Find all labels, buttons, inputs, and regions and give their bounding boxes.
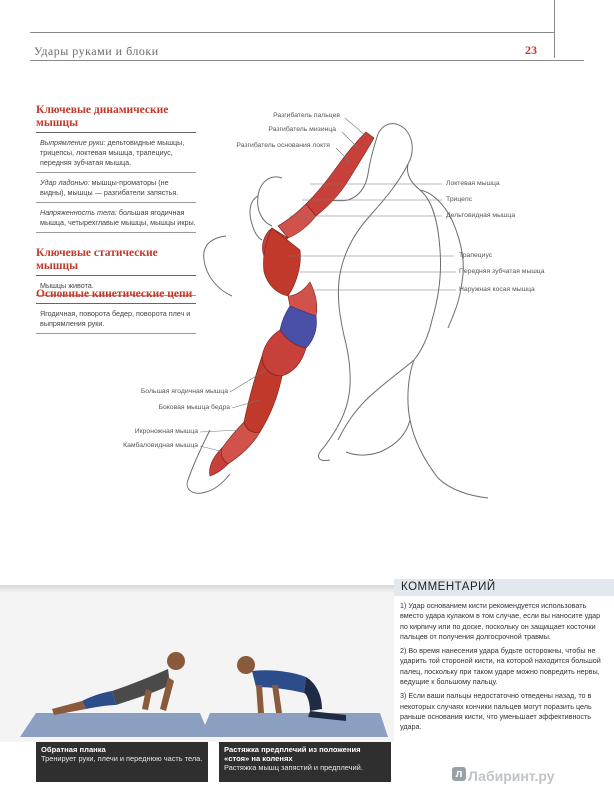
watermark-text: Лабиринт.ру bbox=[468, 768, 555, 784]
muscle-layer bbox=[210, 132, 375, 476]
kinetic-chains-title: Основные кинетические цепи bbox=[36, 288, 196, 304]
comment-box bbox=[394, 579, 614, 800]
photo-caption-forearm-stretch bbox=[219, 742, 391, 782]
comment-paragraph-3: 3) Если ваши пальцы недостаточно отведены назад, то в некоторых случаях кончики пальцев могут поразить цель раньше основания кисти, что уменьшает эффективность удара. bbox=[400, 691, 592, 732]
reverse-plank-person bbox=[52, 652, 185, 715]
static-muscles-title: Ключевые статические мышцы bbox=[36, 247, 196, 276]
item-text: мышцы-проматоры (не видны), мышцы — разгибатели запястья. bbox=[40, 178, 179, 197]
comment-title: КОММЕНТАРИЙ bbox=[401, 581, 496, 593]
header-rule-top bbox=[30, 32, 554, 33]
trapezius-muscle bbox=[263, 228, 300, 296]
label-soleus: Камбаловидная мышца bbox=[123, 442, 198, 449]
header-divider bbox=[554, 0, 555, 58]
comment-header bbox=[394, 579, 614, 596]
static-item: Мышцы живота. bbox=[36, 276, 196, 296]
item-lead: Выпрямление руки: bbox=[40, 138, 106, 147]
label-gluteus-maximus: Большая ягодичная мышца bbox=[140, 388, 228, 395]
comment-body bbox=[400, 601, 608, 737]
label-external-oblique: Наружная косая мышца bbox=[459, 286, 535, 293]
triceps-muscle bbox=[278, 204, 316, 238]
mat-left bbox=[20, 713, 210, 737]
label-triceps: Трицепс bbox=[446, 196, 473, 203]
photo-caption-reverse-plank bbox=[36, 742, 208, 782]
kneeling-stretch-person bbox=[237, 656, 346, 721]
caption-desc: Тренирует руки, плечи и переднюю часть тела. bbox=[41, 754, 203, 763]
running-header: Удары руками и блоки bbox=[34, 44, 159, 58]
comment-paragraph-2: 2) Во время нанесения удара будьте осторожны, чтобы не ударить той стороной кисти, на которой находится большой палец, поскольку при таком ударе можно повредить нервы, ведущие к большому пальцу. bbox=[400, 646, 601, 687]
header-rule-bottom bbox=[30, 60, 584, 61]
label-anconeus: Локтевая мышца bbox=[446, 180, 500, 187]
caption-title: Растяжка предплечий из положения «стоя» на коленях bbox=[224, 745, 361, 763]
mat-right bbox=[200, 713, 388, 737]
exercise-photos bbox=[0, 585, 395, 742]
page-number: 23 bbox=[525, 43, 537, 57]
leader-lines bbox=[200, 118, 456, 452]
watermark-badge: л bbox=[452, 767, 466, 781]
label-gastrocnemius: Икроножная мышца bbox=[134, 428, 198, 435]
comment-paragraph-1: 1) Удар основанием кисти рекомендуется использовать вместо удара кулаком в том случае, если вы наносите удар по кирпичу или по доске, поскольку он защищает косточки пальцев от получения долгосрочной травмы. bbox=[400, 601, 601, 641]
kinetic-chains-item: Ягодичная, поворота бедер, поворота плеч и выпрямления руки. bbox=[36, 304, 196, 334]
item-text: дельтовидные мышцы, трицепсы, локтевая мышца, трапециус, передняя зубчатая мышца. bbox=[40, 138, 185, 167]
dynamic-muscles-title: Ключевые динамические мышцы bbox=[36, 104, 196, 133]
label-tensor-fasciae: Боковая мышца бедра bbox=[158, 404, 230, 411]
label-extensor-digitorum: Разгибатель пальцев bbox=[273, 112, 340, 119]
caption-desc: Растяжка мышц запястий и предплечий. bbox=[224, 763, 363, 772]
item-text: большая ягодичная мышца, четырехглавые мышцы, мышцы икры. bbox=[40, 208, 196, 227]
label-serratus: Передняя зубчатая мышца bbox=[459, 268, 545, 275]
anatomy-figure bbox=[170, 100, 570, 520]
caption-title: Обратная планка bbox=[41, 745, 106, 754]
label-extensor-carpi: Разгибатель основания локтя bbox=[236, 142, 330, 149]
label-trapezius: Трапециус bbox=[459, 252, 493, 259]
label-extensor-digiti-minimi: Разгибатель мизинца bbox=[268, 126, 336, 133]
item-lead: Напряженность тела: bbox=[40, 208, 117, 217]
item-lead: Удар ладонью: bbox=[40, 178, 90, 187]
label-deltoid: Дельтовидная мышца bbox=[446, 212, 516, 219]
